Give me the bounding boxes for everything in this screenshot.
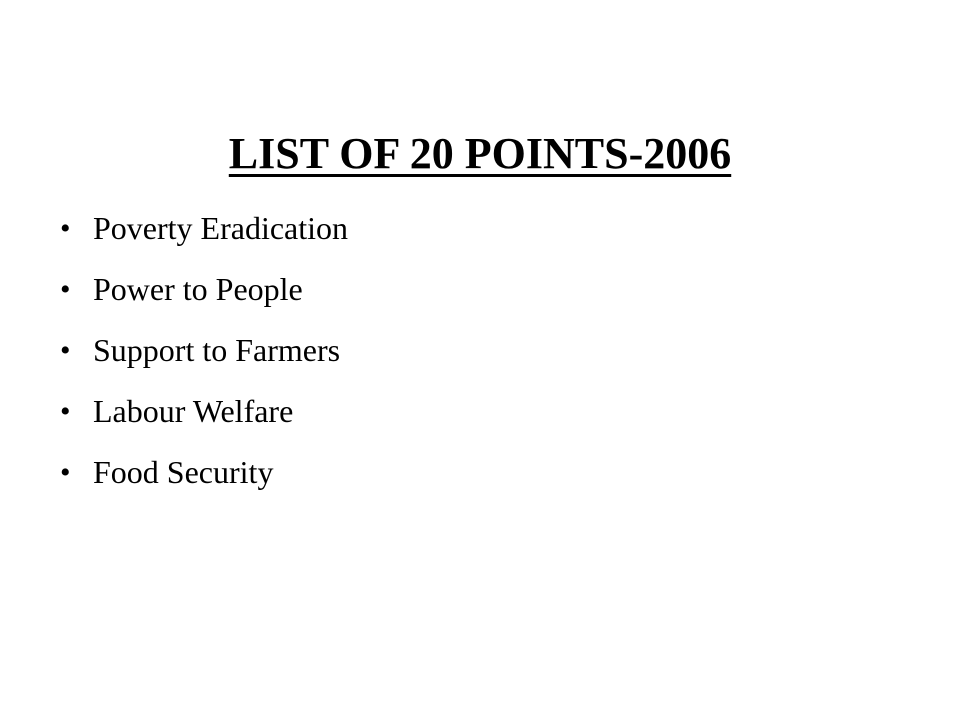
- list-item: [54, 259, 348, 320]
- bullet-icon: •: [60, 273, 71, 306]
- list-item-label: Poverty Eradication: [93, 210, 349, 246]
- list-item-label: Labour Welfare: [93, 393, 294, 429]
- slide-title-text: LIST OF 20 POINTS-2006: [228, 129, 732, 178]
- slide-title: [0, 124, 960, 184]
- list-item-label: Food Security: [93, 454, 274, 490]
- bullet-list: [54, 198, 348, 503]
- bullet-icon: •: [60, 395, 71, 428]
- bullet-icon: •: [60, 212, 71, 245]
- list-item-label: Support to Farmers: [93, 332, 341, 368]
- list-item: [54, 381, 348, 442]
- list-item-label: Power to People: [93, 271, 303, 307]
- list-item: [54, 198, 348, 259]
- bullet-icon: •: [60, 456, 71, 489]
- list-item: [54, 320, 348, 381]
- list-item: [54, 442, 348, 503]
- bullet-icon: •: [60, 334, 71, 367]
